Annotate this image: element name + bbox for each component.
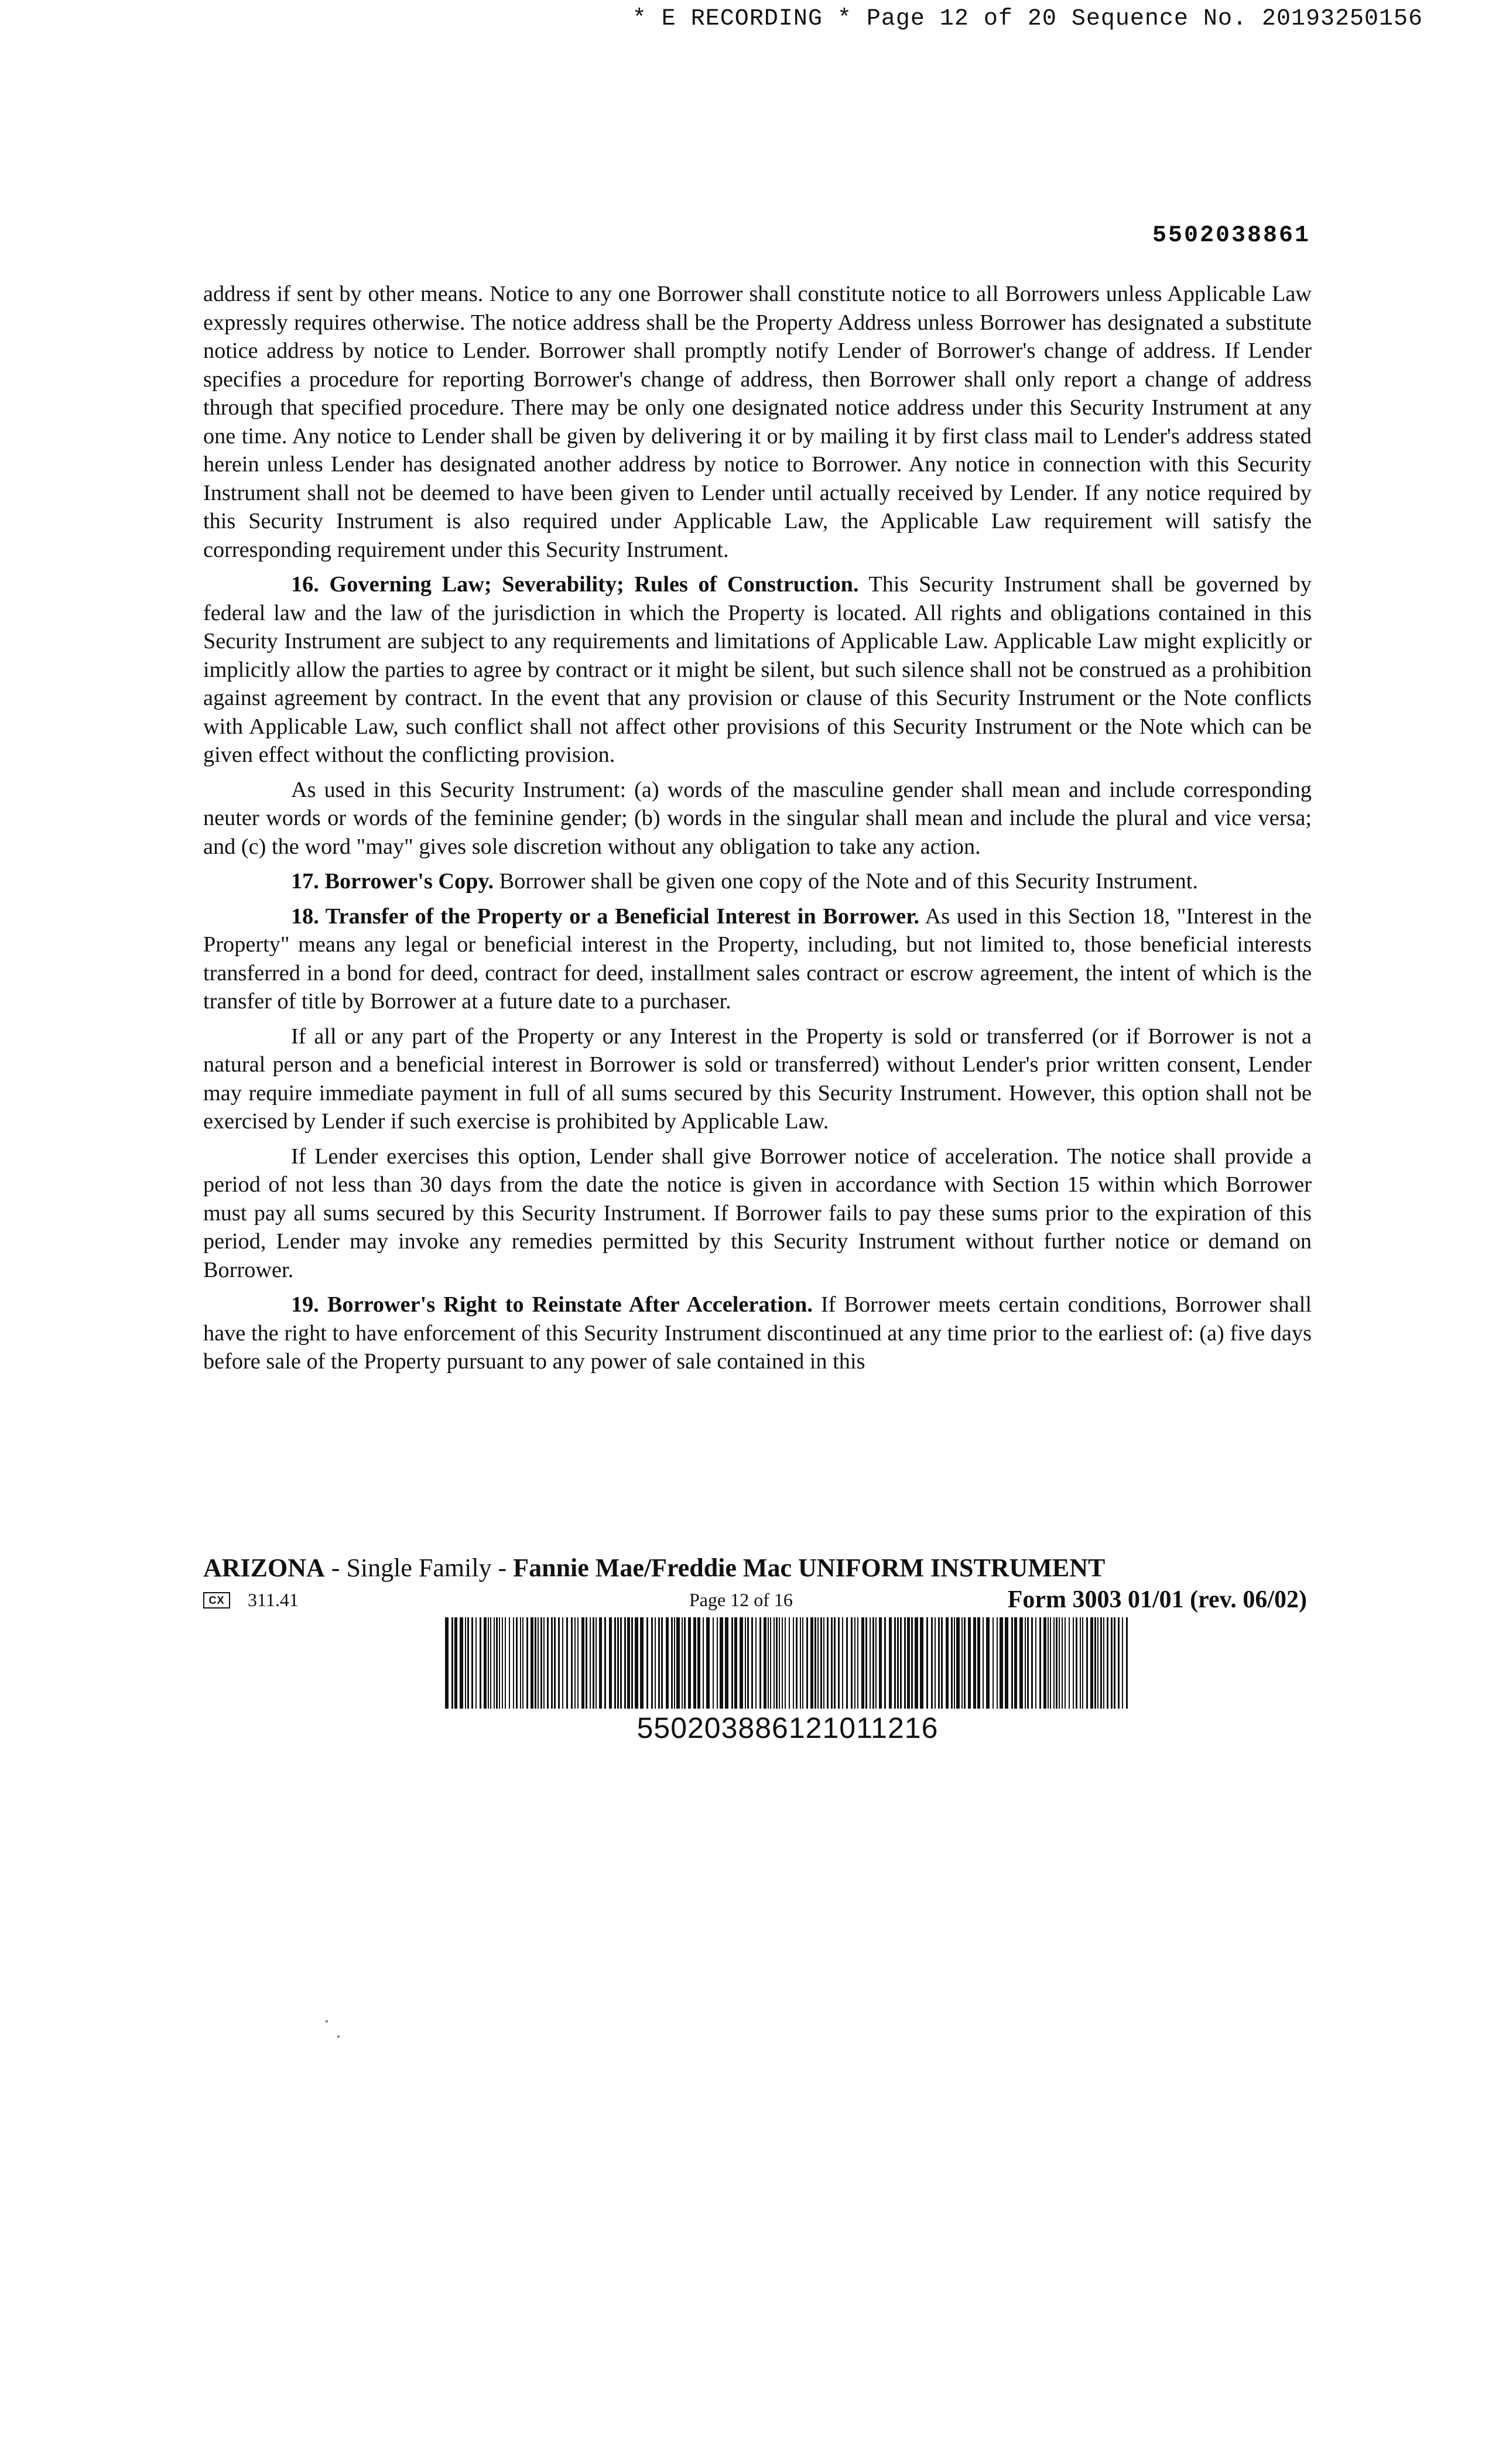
cx-logo-icon: CX — [203, 1592, 230, 1609]
barcode-bar — [820, 1617, 822, 1709]
barcode-bar — [454, 1617, 457, 1709]
scan-speck — [337, 2035, 340, 2038]
barcode-bar — [640, 1617, 644, 1709]
barcode-bar — [875, 1617, 877, 1709]
barcode-bar — [861, 1617, 864, 1709]
barcode-bar — [935, 1617, 936, 1709]
barcode-bar — [1065, 1617, 1066, 1709]
barcode-bar — [779, 1617, 780, 1709]
barcode-bar — [865, 1617, 867, 1709]
barcode-bar — [793, 1617, 794, 1709]
barcode-bar — [872, 1617, 874, 1709]
barcode-bar — [688, 1617, 691, 1709]
barcode-bar — [1039, 1617, 1041, 1709]
barcode-bar — [471, 1617, 473, 1709]
barcode-bar — [1069, 1617, 1070, 1709]
barcode-bar — [620, 1617, 622, 1709]
section-18-paragraph-3: If Lender exercises this option, Lender shall give Borrower notice of acceleration. The notice shall provide a period of not less than 30 days from the date the notice is given in accordance with Section 15 within which Borrower must pay all sums secured by this Security Instrument. If Borrower fails to pay these sums prior to the expiration of this period, Lender may invoke any remedies permitted by this Security Instrument without further notice or demand on Borrower. — [203, 1144, 1312, 1282]
barcode-bar — [1059, 1617, 1060, 1709]
barcode-bar — [558, 1617, 560, 1709]
barcode-bar — [571, 1617, 573, 1709]
barcode-bar — [516, 1617, 518, 1709]
barcode-bar — [986, 1617, 990, 1709]
section-18-heading: 18. Transfer of the Property or a Beneficial Interest in Borrower. — [291, 904, 920, 929]
barcode-bar — [796, 1617, 798, 1709]
section-19-heading: 19. Borrower's Right to Reinstate After Acceleration. — [291, 1292, 813, 1317]
barcode-bar — [1090, 1617, 1093, 1709]
barcode-bar — [496, 1617, 498, 1709]
barcode-bar — [759, 1617, 761, 1709]
barcode-bar — [646, 1617, 648, 1709]
barcode-bar — [1048, 1617, 1049, 1709]
barcode-bar — [609, 1617, 612, 1709]
barcode-bar — [846, 1617, 848, 1709]
barcode-bar — [983, 1617, 984, 1709]
barcode-bar — [451, 1617, 453, 1709]
barcode-bar — [740, 1617, 743, 1709]
barcode-bar — [581, 1617, 584, 1709]
barcode-bar — [946, 1617, 949, 1709]
barcode-bar — [538, 1617, 539, 1709]
barcode-bar — [1118, 1617, 1120, 1709]
barcode-bar — [713, 1617, 714, 1709]
barcode-number: 550203886121011216 — [636, 1712, 939, 1744]
barcode-bar — [666, 1617, 669, 1709]
barcode-bar — [624, 1617, 626, 1709]
barcode-bar — [931, 1617, 933, 1709]
barcode-bar — [964, 1617, 966, 1709]
barcode-bar — [817, 1617, 819, 1709]
barcode-bar — [823, 1617, 824, 1709]
barcode-bar — [674, 1617, 675, 1709]
section-16-paragraph-2: As used in this Security Instrument: (a) words of the masculine gender shall mean and include corresponding neuter words or words of the feminine gender; (b) words in the singular shall mean and include the plural and vice versa; and (c) the word "may" gives sole discretion without any obligation to take any action. — [203, 777, 1312, 859]
barcode-bar — [465, 1617, 466, 1709]
barcode-bar — [484, 1617, 487, 1709]
barcode-bar — [789, 1617, 790, 1709]
barcode-bar — [1027, 1617, 1029, 1709]
barcode-bar — [1073, 1617, 1074, 1709]
barcode-bar — [604, 1617, 606, 1709]
barcode-bar — [658, 1617, 660, 1709]
barcode-bar — [590, 1617, 591, 1709]
barcode-bar — [968, 1617, 971, 1709]
barcode-bar — [684, 1617, 686, 1709]
barcode-bar — [926, 1617, 928, 1709]
barcode-bar — [543, 1617, 545, 1709]
barcode-bar — [900, 1617, 902, 1709]
barcode-bar — [671, 1617, 673, 1709]
barcode-bar — [531, 1617, 533, 1709]
footer-title-middle: - Single Family - — [324, 1553, 514, 1582]
barcode-bar — [599, 1617, 602, 1709]
barcode-bar — [1097, 1617, 1098, 1709]
barcode-bar — [635, 1617, 638, 1709]
barcode-bar — [951, 1617, 953, 1709]
document-body — [203, 280, 1312, 1382]
barcode-bar — [494, 1617, 495, 1709]
barcode-bar — [734, 1617, 737, 1709]
barcode-bar — [513, 1617, 514, 1709]
barcode-bar — [526, 1617, 528, 1709]
section-18-paragraph-2: If all or any part of the Property or any Interest in the Property is sold or transferred (or if Borrower is not a natural person and a beneficial interest in Borrower is sold or transferred) without Lender's prior written consent, Lender may require immediate payment in full of all sums secured by this Security Instrument. However, this option shall not be exercised by Lender if such exercise is prohibited by Applicable Law. — [203, 1024, 1312, 1134]
barcode-bar — [1114, 1617, 1115, 1709]
barcode-bar — [1025, 1617, 1026, 1709]
section-17 — [203, 867, 1312, 896]
section-16-text: This Security Instrument shall be governed by federal law and the law of the jurisdiction in which the Property is located. All rights and obligations contained in this Security Instrument are subject to any requirements and limitations of Applicable Law. Applicable Law might explicitly or implicitly allow the parties to agree by contract or it might be silent, but such silence shall not be construed as a prohibition against agreement by contract. In the event that any provision or clause of this Security Instrument or the Note conflicts with Applicable Law, such conflict shall not affect other provisions of this Security Instrument or the Note which can be given effect without the conflicting provision. — [203, 572, 1312, 767]
barcode-bar — [706, 1617, 710, 1709]
barcode-bar — [1011, 1617, 1013, 1709]
barcode-bar — [676, 1617, 680, 1709]
barcode-bar — [897, 1617, 899, 1709]
barcode-bar — [956, 1617, 960, 1709]
barcode-bar — [586, 1617, 587, 1709]
barcode-bar — [1000, 1617, 1003, 1709]
barcode-bar — [977, 1617, 980, 1709]
section-18 — [203, 902, 1312, 1016]
barcode-bar — [770, 1617, 771, 1709]
barcode-bar — [938, 1617, 940, 1709]
barcode-bar — [1122, 1617, 1123, 1709]
barcode-bar — [1103, 1617, 1104, 1709]
barcode-bar — [755, 1617, 757, 1709]
section-16 — [203, 570, 1312, 769]
barcode — [445, 1617, 1130, 1745]
form-number: Form 3003 01/01 (rev. 06/02) — [1007, 1586, 1307, 1613]
barcode-bar — [596, 1617, 597, 1709]
barcode-bar — [894, 1617, 896, 1709]
barcode-bar — [1082, 1617, 1083, 1709]
barcode-bar — [520, 1617, 521, 1709]
barcode-bar — [993, 1617, 994, 1709]
footer-row — [203, 1586, 1312, 1615]
barcode-bar — [997, 1617, 998, 1709]
barcode-bar — [1043, 1617, 1046, 1709]
barcode-bar — [814, 1617, 816, 1709]
barcode-bar — [617, 1617, 619, 1709]
barcode-bar — [655, 1617, 656, 1709]
barcode-bar — [467, 1617, 469, 1709]
scan-speck — [326, 2020, 328, 2022]
barcode-bar — [915, 1617, 918, 1709]
barcode-bar — [631, 1617, 633, 1709]
page-number: Page 12 of 16 — [689, 1589, 793, 1610]
barcode-bar — [614, 1617, 616, 1709]
barcode-bar — [1019, 1617, 1023, 1709]
barcode-bar — [854, 1617, 855, 1709]
barcode-bar — [1111, 1617, 1113, 1709]
recording-header: * E RECORDING * Page 12 of 20 Sequence No. 20193250156 — [632, 6, 1423, 32]
barcode-bar — [490, 1617, 491, 1709]
barcode-bar — [593, 1617, 594, 1709]
section-19 — [203, 1291, 1312, 1376]
barcode-bar — [810, 1617, 813, 1709]
barcode-bar — [774, 1617, 775, 1709]
barcode-bar — [889, 1617, 892, 1709]
section-17-text: Borrower shall be given one copy of the Note and of this Security Instrument. — [494, 869, 1198, 894]
barcode-bar — [747, 1617, 749, 1709]
barcode-bar — [764, 1617, 766, 1709]
footer-instrument-title — [203, 1553, 1105, 1583]
barcode-bar — [920, 1617, 923, 1709]
barcode-bar — [884, 1617, 886, 1709]
section-19-text: If Borrower meets certain conditions, Borrower shall have the right to have enforcement of this Security Instrument discontinued at any time prior to the earliest of: (a) five days before sale of the Property pursuant to any power of sale contained in this — [203, 1292, 1312, 1374]
barcode-bar — [682, 1617, 683, 1709]
barcode-bar — [577, 1617, 579, 1709]
barcode-bar — [879, 1617, 882, 1709]
barcode-bar — [851, 1617, 853, 1709]
barcode-bar — [907, 1617, 910, 1709]
barcode-bar — [475, 1617, 477, 1709]
barcode-bar — [535, 1617, 536, 1709]
barcode-bar — [566, 1617, 568, 1709]
barcode-bar — [800, 1617, 801, 1709]
barcode-bar — [1076, 1617, 1077, 1709]
barcode-bar — [834, 1617, 836, 1709]
section-18-text: As used in this Section 18, "Interest in the Property" means any legal or beneficial interest in the Property, including, but not limited to, those beneficial interests transferred in a bond for deed, contract for deed, installment sales contract or escrow agreement, the intent of which is the transfer of title by Borrower at a future date to a purchaser. — [203, 904, 1312, 1014]
barcode-bar — [782, 1617, 783, 1709]
barcode-bar — [488, 1617, 489, 1709]
barcode-bar — [445, 1617, 449, 1709]
barcode-bar — [768, 1617, 769, 1709]
barcode-bar — [547, 1617, 549, 1709]
barcode-bar — [776, 1617, 778, 1709]
loan-number: 5502038861 — [1152, 223, 1310, 249]
barcode-bar — [1080, 1617, 1081, 1709]
barcode-bar — [480, 1617, 481, 1709]
barcode-bar — [505, 1617, 506, 1709]
barcode-bar — [904, 1617, 906, 1709]
barcode-bar — [802, 1617, 803, 1709]
barcode-bar — [720, 1617, 723, 1709]
barcode-bar — [703, 1617, 704, 1709]
barcode-bar — [842, 1617, 843, 1709]
barcode-bar — [574, 1617, 576, 1709]
barcode-bar — [961, 1617, 963, 1709]
barcode-bar — [460, 1617, 463, 1709]
barcode-bar — [725, 1617, 728, 1709]
barcode-bar — [870, 1617, 871, 1709]
barcode-bar — [1062, 1617, 1063, 1709]
barcode-bar — [693, 1617, 696, 1709]
barcode-bar — [838, 1617, 840, 1709]
form-code — [203, 1589, 299, 1611]
barcode-bar — [745, 1617, 746, 1709]
barcode-bar — [831, 1617, 833, 1709]
barcode-bar — [731, 1617, 733, 1709]
barcode-bar — [661, 1617, 663, 1709]
barcode-bar — [1126, 1617, 1128, 1709]
barcode-bar — [1086, 1617, 1088, 1709]
barcode-bar — [554, 1617, 556, 1709]
barcode-bar — [499, 1617, 500, 1709]
barcode-bar — [1053, 1617, 1055, 1709]
footer-state: ARIZONA — [203, 1553, 325, 1582]
barcode-bar — [1107, 1617, 1108, 1709]
barcode-bar — [1050, 1617, 1051, 1709]
barcode-bar — [941, 1617, 943, 1709]
barcode-bar — [911, 1617, 913, 1709]
barcode-bar — [1005, 1617, 1008, 1709]
barcode-bar — [785, 1617, 786, 1709]
barcode-bar — [540, 1617, 542, 1709]
barcode-bar — [502, 1617, 503, 1709]
barcode-bar — [1031, 1617, 1033, 1709]
barcode-bar — [551, 1617, 553, 1709]
barcode-bar — [562, 1617, 563, 1709]
barcode-bar — [806, 1617, 808, 1709]
barcode-bar — [627, 1617, 630, 1709]
barcode-bar — [651, 1617, 653, 1709]
barcode-bar — [857, 1617, 858, 1709]
barcode-bar — [1094, 1617, 1096, 1709]
barcode-bar — [954, 1617, 955, 1709]
barcode-bar — [1100, 1617, 1102, 1709]
form-code-number: 311.41 — [248, 1589, 299, 1610]
barcode-bar — [717, 1617, 718, 1709]
barcode-bar — [827, 1617, 829, 1709]
barcode-bar — [697, 1617, 700, 1709]
barcode-bar — [751, 1617, 753, 1709]
barcode-bar — [1014, 1617, 1017, 1709]
footer-title-bold: Fannie Mae/Freddie Mac UNIFORM INSTRUMENT — [513, 1553, 1106, 1582]
barcode-icon — [445, 1617, 1130, 1709]
barcode-bar — [973, 1617, 976, 1709]
barcode-bar — [1056, 1617, 1057, 1709]
section-17-heading: 17. Borrower's Copy. — [291, 869, 494, 894]
barcode-bar — [509, 1617, 510, 1709]
barcode-bar — [522, 1617, 523, 1709]
barcode-bar — [1035, 1617, 1036, 1709]
paragraph-notice-address: address if sent by other means. Notice to any one Borrower shall constitute notice to all Borrowers unless Applicable Law expressly requires otherwise. The notice address shall be the Property Address unless Borrower has designated a substitute notice address by notice to Lender. Borrower shall promptly notify Lender of Borrower's change of address. If Lender specifies a procedure for reporting Borrower's change of address, then Borrower shall only report a change of address through that specified procedure. There may be only one designated notice address under this Security Instrument at any one time. Any notice to Lender shall be given by delivering it or by mailing it by first class mail to Lender's address stated herein unless Lender has designated another address by notice to Borrower. Any notice in connection with this Security Instrument shall not be deemed to have been given to Lender until actually received by Lender. If any notice required by this Security Instrument is also required under Applicable Law, the Applicable Law requirement will satisfy the corresponding requirement under this Security Instrument. — [203, 282, 1312, 562]
section-16-heading: 16. Governing Law; Severability; Rules of Construction. — [291, 572, 859, 597]
